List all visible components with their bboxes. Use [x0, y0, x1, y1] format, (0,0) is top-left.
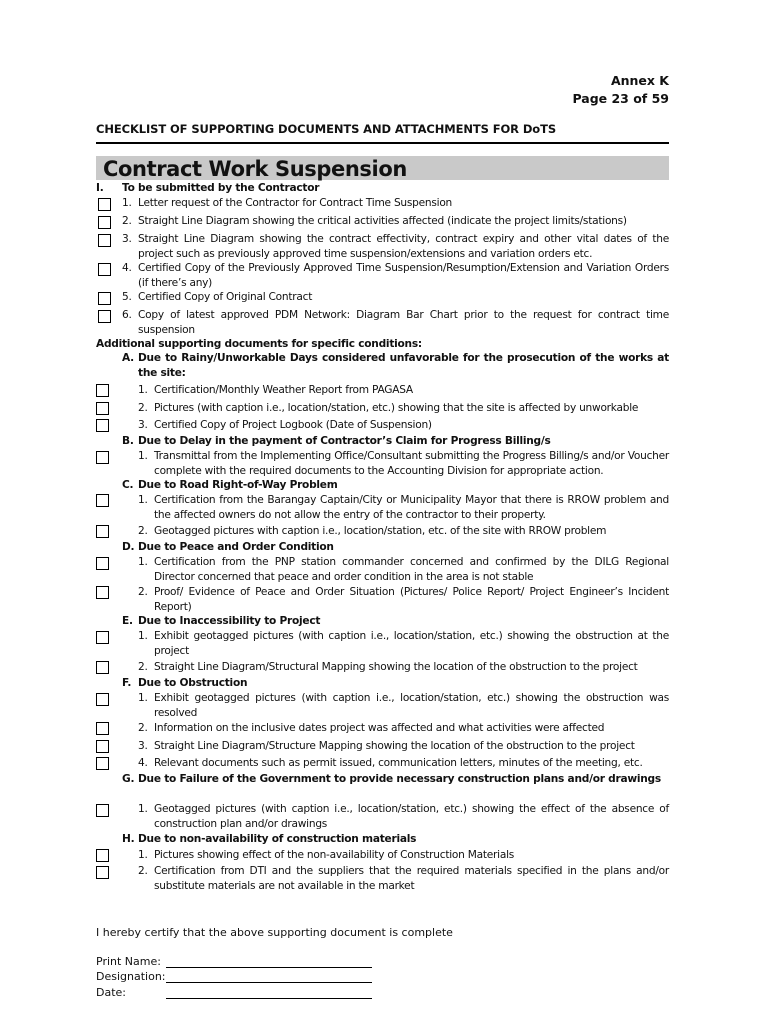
checkbox[interactable]	[96, 451, 109, 464]
condition-title: Due to Delay in the payment of Contractor’s Claim for Progress Billing/s	[138, 435, 551, 447]
item-text: Certification from DTI and the suppliers that the required materials specified in the plans and/or substitute materials are not available in the market	[154, 865, 669, 892]
item-number: 3.	[138, 419, 148, 431]
list-item	[138, 383, 669, 398]
item-text: Certified Copy of Original Contract	[138, 291, 313, 303]
item-number: 1.	[138, 384, 148, 396]
checkbox[interactable]	[96, 419, 109, 432]
item-text: Certification from the PNP station commander concerned and confirmed by the DILG Regional Director concerned that peace and order condition in the area is not stable	[154, 556, 669, 583]
item-number: 1.	[138, 494, 148, 506]
item-number: 2.	[138, 402, 148, 414]
print-name-line[interactable]	[166, 967, 372, 968]
item-number: 3.	[122, 233, 132, 245]
item-number: 3.	[138, 740, 148, 752]
item-number: 4.	[122, 262, 132, 274]
item-number: 2.	[138, 865, 148, 877]
checkbox[interactable]	[96, 722, 109, 735]
list-item	[138, 449, 669, 478]
certification-statement: I hereby certify that the above supporting document is complete	[96, 926, 453, 939]
checkbox[interactable]	[96, 631, 109, 644]
item-number: 2.	[138, 525, 148, 537]
item-text: Exhibit geotagged pictures (with caption i.e., location/station, etc.) showing the obstruction at the project	[154, 630, 669, 657]
list-item	[122, 290, 669, 305]
checkbox[interactable]	[96, 757, 109, 770]
condition-title: Due to Peace and Order Condition	[138, 541, 334, 553]
item-number: 2.	[138, 661, 148, 673]
item-number: 2.	[138, 586, 148, 598]
condition-letter: A.	[122, 352, 134, 364]
list-item	[138, 864, 669, 893]
checkbox[interactable]	[96, 402, 109, 415]
list-item	[138, 721, 669, 736]
list-item	[122, 214, 669, 229]
condition-heading	[122, 772, 669, 787]
date-label: Date:	[96, 986, 126, 999]
list-item	[138, 629, 669, 658]
section-banner	[96, 156, 669, 180]
list-item	[138, 739, 669, 754]
condition-letter: D.	[122, 541, 135, 553]
page-number: Page 23 of 59	[572, 91, 669, 106]
item-text: Exhibit geotagged pictures (with caption i.e., location/station, etc.) showing the obstruction was resolved	[154, 692, 669, 719]
list-item	[138, 660, 669, 675]
condition-heading	[122, 540, 669, 555]
item-number: 4.	[138, 757, 148, 769]
condition-title: Due to Obstruction	[138, 677, 248, 689]
item-text: Certified Copy of Project Logbook (Date of Suspension)	[154, 419, 432, 431]
checkbox[interactable]	[96, 384, 109, 397]
item-number: 2.	[138, 722, 148, 734]
item-number: 1.	[138, 692, 148, 704]
condition-title: Due to Rainy/Unworkable Days considered unfavorable for the prosecution of the works at the site:	[138, 352, 669, 379]
item-number: 2.	[122, 215, 132, 227]
checkbox[interactable]	[96, 693, 109, 706]
item-text: Straight Line Diagram/Structure Mapping showing the location of the obstruction to the project	[154, 740, 635, 752]
print-name-label: Print Name:	[96, 955, 161, 968]
item-number: 1.	[138, 556, 148, 568]
item-text: Certified Copy of the Previously Approved Time Suspension/Resumption/Extension and Variation Orders (if there’s any)	[138, 262, 669, 289]
checkbox[interactable]	[96, 494, 109, 507]
checkbox[interactable]	[98, 263, 111, 276]
condition-heading	[122, 614, 669, 629]
checkbox[interactable]	[98, 310, 111, 323]
condition-heading	[122, 832, 669, 847]
item-number: 6.	[122, 309, 132, 321]
condition-letter: E.	[122, 615, 133, 627]
list-item	[138, 401, 669, 416]
condition-letter: C.	[122, 479, 134, 491]
item-text: Transmittal from the Implementing Office/Consultant submitting the Progress Billing/s and/or Voucher complete with the required documents to the Accounting Division for appropriate action.	[154, 450, 669, 477]
item-text: Pictures showing effect of the non-availability of Construction Materials	[154, 849, 515, 861]
item-number: 1.	[138, 803, 148, 815]
item-text: Letter request of the Contractor for Contract Time Suspension	[138, 197, 453, 209]
item-text: Straight Line Diagram showing the contract effectivity, contract expiry and other vital dates of the project such as previously approved time suspension/extensions and variation orders etc.	[138, 233, 669, 260]
condition-title: Due to Inaccessibility to Project	[138, 615, 321, 627]
condition-heading	[122, 676, 669, 691]
list-item	[138, 585, 669, 614]
condition-letter: G.	[122, 773, 135, 785]
condition-letter: B.	[122, 435, 134, 447]
date-line[interactable]	[166, 998, 372, 999]
item-number: 1.	[138, 849, 148, 861]
list-item	[138, 802, 669, 831]
list-item	[122, 232, 669, 261]
condition-heading	[122, 434, 669, 449]
item-number: 1.	[138, 630, 148, 642]
checkbox[interactable]	[98, 216, 111, 229]
condition-letter: F.	[122, 677, 132, 689]
item-text: Proof/ Evidence of Peace and Order Situation (Pictures/ Police Report/ Project Engineer’s Incident Report)	[154, 586, 669, 613]
item-text: Geotagged pictures (with caption i.e., location/station, etc.) showing the effect of the absence of construction plan and/or drawings	[154, 803, 669, 830]
item-text: Geotagged pictures with caption i.e., location/station, etc. of the site with RROW problem	[154, 525, 607, 537]
list-item	[138, 418, 669, 433]
list-item	[138, 691, 669, 720]
item-number: 1.	[138, 450, 148, 462]
item-text: Straight Line Diagram/Structural Mapping showing the location of the obstruction to the project	[154, 661, 638, 673]
list-item	[138, 848, 669, 863]
item-text: Information on the inclusive dates project was affected and what activities were affected	[154, 722, 605, 734]
checkbox[interactable]	[96, 804, 109, 817]
designation-label: Designation:	[96, 970, 166, 983]
item-number: 1.	[122, 197, 132, 209]
list-item	[138, 493, 669, 522]
checkbox[interactable]	[98, 292, 111, 305]
item-text: Relevant documents such as permit issued, communication letters, minutes of the meeting, etc.	[154, 757, 643, 769]
item-text: Certification/Monthly Weather Report from PAGASA	[154, 384, 413, 396]
additional-heading: Additional supporting documents for specific conditions:	[96, 338, 422, 350]
section-heading: To be submitted by the Contractor	[122, 182, 320, 194]
item-number: 5.	[122, 291, 132, 303]
checkbox[interactable]	[96, 866, 109, 879]
item-text: Pictures (with caption i.e., location/station, etc.) showing that the site is affected by unworkable	[154, 402, 639, 414]
item-text: Certification from the Barangay Captain/City or Municipality Mayor that there is RROW problem and the affected owners do not allow the entry of the contractor to their property.	[154, 494, 669, 521]
item-text: Straight Line Diagram showing the critical activities affected (indicate the project limits/stations)	[138, 215, 627, 227]
annex-header	[572, 72, 669, 108]
condition-heading	[122, 478, 669, 493]
checkbox[interactable]	[98, 198, 111, 211]
condition-title: Due to non-availability of construction materials	[138, 833, 417, 845]
section-numeral: I.	[96, 182, 104, 194]
title-rule	[96, 142, 669, 144]
list-item	[122, 196, 669, 211]
checkbox[interactable]	[98, 234, 111, 247]
banner-title: Contract Work Suspension	[103, 157, 407, 181]
designation-line[interactable]	[166, 982, 372, 983]
list-item	[138, 756, 669, 771]
condition-letter: H.	[122, 833, 135, 845]
document-title: CHECKLIST OF SUPPORTING DOCUMENTS AND ATTACHMENTS FOR DoTS	[96, 122, 557, 136]
checkbox[interactable]	[96, 740, 109, 753]
checkbox[interactable]	[96, 661, 109, 674]
list-item	[138, 555, 669, 584]
condition-title: Due to Road Right-of-Way Problem	[138, 479, 338, 491]
condition-heading	[122, 351, 669, 380]
condition-title: Due to Failure of the Government to provide necessary construction plans and/or drawings	[138, 773, 661, 785]
checkbox[interactable]	[96, 525, 109, 538]
checkbox[interactable]	[96, 586, 109, 599]
annex-label: Annex K	[610, 73, 669, 88]
list-item	[122, 308, 669, 337]
list-item	[138, 524, 669, 539]
checkbox[interactable]	[96, 849, 109, 862]
checkbox[interactable]	[96, 557, 109, 570]
list-item	[122, 261, 669, 290]
item-text: Copy of latest approved PDM Network: Diagram Bar Chart prior to the request for contract time suspension	[138, 309, 669, 336]
